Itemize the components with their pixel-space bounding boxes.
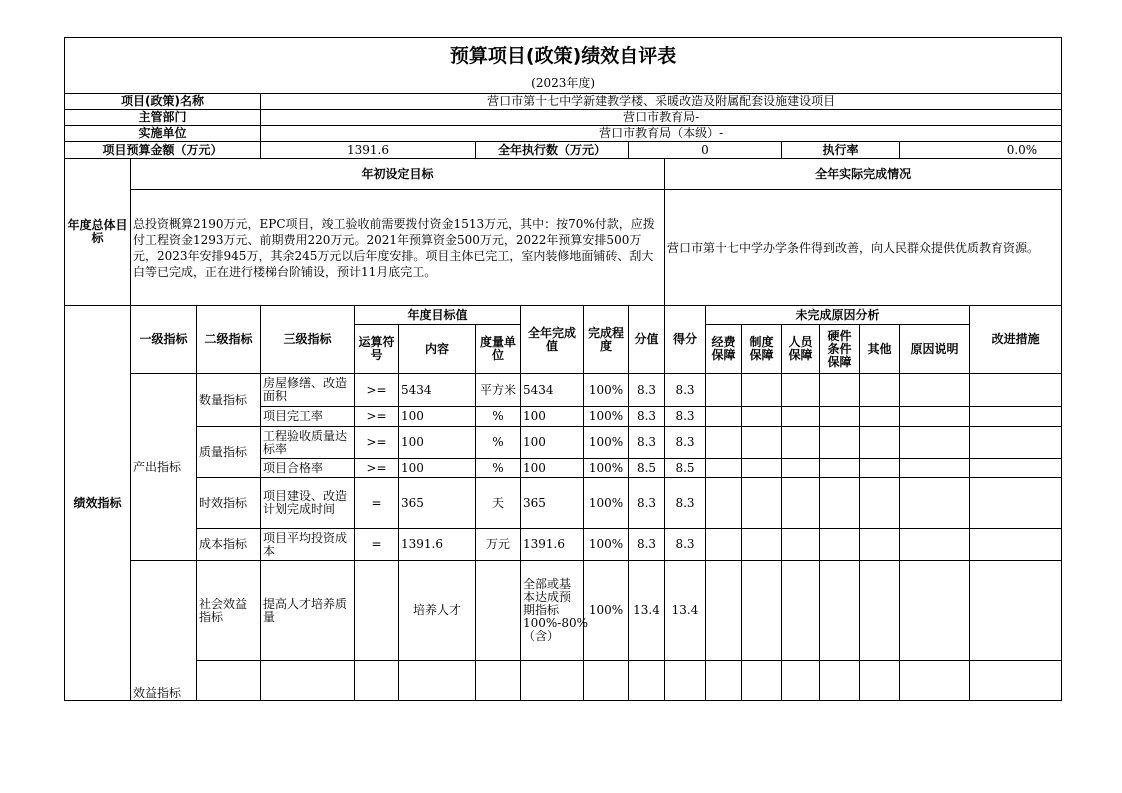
actual-cell: 1391.6 xyxy=(521,529,584,561)
op-cell: >= xyxy=(355,459,399,478)
l3-cell: 项目完工率 xyxy=(261,407,355,427)
hardware-header: 硬件条件保障 xyxy=(820,325,860,374)
actual-result-text: 营口市第十七中学办学条件得到改善，向人民群众提供优质教育资源。 xyxy=(665,190,1062,306)
score-cell: 8.3 xyxy=(665,478,706,529)
full-score-cell: 13.4 xyxy=(629,561,665,661)
output-indicator-label: 产出指标 xyxy=(131,374,197,561)
l3-cell: 项目平均投资成本 xyxy=(261,529,355,561)
l2-header: 二级指标 xyxy=(197,306,261,374)
full-score-cell: 8.3 xyxy=(629,374,665,407)
full-score-cell: 8.3 xyxy=(629,427,665,459)
evaluation-sheet xyxy=(64,37,1057,700)
degree-cell: 100% xyxy=(584,529,629,561)
table-row xyxy=(65,661,1062,701)
score-cell: 8.3 xyxy=(665,427,706,459)
other-header: 其他 xyxy=(860,325,900,374)
degree-cell: 100% xyxy=(584,374,629,407)
op-cell: = xyxy=(355,478,399,529)
actual-cell: 100 xyxy=(521,407,584,427)
actual-cell: 100 xyxy=(521,427,584,459)
degree-cell: 100% xyxy=(584,407,629,427)
initial-goal-header: 年初设定目标 xyxy=(131,159,665,190)
op-header: 运算符号 xyxy=(355,325,399,374)
cost-indicator-label: 成本指标 xyxy=(197,529,261,561)
score-cell: 8.3 xyxy=(665,407,706,427)
l3-cell: 房屋修缮、改造面积 xyxy=(261,374,355,407)
full-score-header: 分值 xyxy=(629,306,665,374)
unit-cell: 万元 xyxy=(476,529,521,561)
reason-analysis-header: 未完成原因分析 xyxy=(706,306,970,325)
annual-goal-label: 年度总体目标 xyxy=(65,159,131,306)
l3-header: 三级指标 xyxy=(261,306,355,374)
score-cell: 13.4 xyxy=(665,561,706,661)
unit-cell: % xyxy=(476,459,521,478)
l3-cell: 项目建设、改造计划完成时间 xyxy=(261,478,355,529)
unit-cell: % xyxy=(476,407,521,427)
actual-cell: 5434 xyxy=(521,374,584,407)
funding-header: 经费保障 xyxy=(706,325,742,374)
content-cell: 100 xyxy=(399,459,476,478)
evaluation-table xyxy=(64,37,1062,701)
initial-goal-text: 总投资概算2190万元，EPC项目，竣工验收前需要拨付资金1513万元，其中：按70%付款，应拨付工程资金1293万元、前期费用220万元。2021年预算资金500万元，2022年预算安排500万元，2023年安排945万，其余245万元以后年度安排。项目主体已完工，室内装修地面铺砖、刮大白等已完成，正在进行楼梯台阶铺设，预计11月底完工。 xyxy=(131,190,665,306)
op-cell: >= xyxy=(355,407,399,427)
reason-note-header: 原因说明 xyxy=(900,325,970,374)
full-score-cell: 8.5 xyxy=(629,459,665,478)
exec-value: 0 xyxy=(629,142,782,159)
unit-cell xyxy=(476,561,521,661)
l3-cell: 项目合格率 xyxy=(261,459,355,478)
actual-result-header: 全年实际完成情况 xyxy=(665,159,1062,190)
actual-cell: 365 xyxy=(521,478,584,529)
unit-label: 实施单位 xyxy=(65,126,261,142)
quality-indicator-label: 质量指标 xyxy=(197,427,261,478)
content-header: 内容 xyxy=(399,325,476,374)
op-cell xyxy=(355,561,399,661)
table-row xyxy=(65,561,1062,661)
actual-cell: 100 xyxy=(521,459,584,478)
annual-target-header: 年度目标值 xyxy=(355,306,521,325)
project-name-label: 项目(政策)名称 xyxy=(65,94,261,110)
table-row xyxy=(65,529,1062,561)
content-cell: 1391.6 xyxy=(399,529,476,561)
perf-indicator-label: 绩效指标 xyxy=(65,306,131,701)
op-cell: = xyxy=(355,529,399,561)
quantity-indicator-label: 数量指标 xyxy=(197,374,261,427)
degree-cell: 100% xyxy=(584,459,629,478)
table-row xyxy=(65,427,1062,459)
op-cell: >= xyxy=(355,374,399,407)
staff-header: 人员保障 xyxy=(782,325,820,374)
content-cell: 培养人才 xyxy=(399,561,476,661)
l3-cell: 提高人才培养质量 xyxy=(261,561,355,661)
content-cell: 100 xyxy=(399,407,476,427)
degree-cell: 100% xyxy=(584,561,629,661)
budget-value: 1391.6 xyxy=(261,142,476,159)
full-score-cell: 8.3 xyxy=(629,478,665,529)
unit-cell: 天 xyxy=(476,478,521,529)
degree-cell: 100% xyxy=(584,427,629,459)
unit-value: 营口市教育局（本级）- xyxy=(261,126,1062,142)
degree-cell: 100% xyxy=(584,478,629,529)
improve-header: 改进措施 xyxy=(970,306,1062,374)
budget-label: 项目预算金额（万元） xyxy=(65,142,261,159)
content-cell: 5434 xyxy=(399,374,476,407)
score-cell: 8.3 xyxy=(665,529,706,561)
full-score-cell: 8.3 xyxy=(629,407,665,427)
dept-value: 营口市教育局- xyxy=(261,110,1062,126)
unit-header: 度量单位 xyxy=(476,325,521,374)
score-header: 得分 xyxy=(665,306,706,374)
timeliness-indicator-label: 时效指标 xyxy=(197,478,261,529)
content-cell: 100 xyxy=(399,427,476,459)
system-header: 制度保障 xyxy=(742,325,782,374)
score-cell: 8.5 xyxy=(665,459,706,478)
table-row xyxy=(65,374,1062,407)
rate-value: 0.0% xyxy=(900,142,1062,159)
page-subtitle: (2023年度) xyxy=(65,74,1062,94)
l1-header: 一级指标 xyxy=(131,306,197,374)
content-cell: 365 xyxy=(399,478,476,529)
benefit-indicator-label: 效益指标 xyxy=(131,561,197,701)
actual-cell: 全部或基本达成预期指标100%-80%（含） xyxy=(521,561,584,661)
unit-cell: 平方米 xyxy=(476,374,521,407)
full-score-cell: 8.3 xyxy=(629,529,665,561)
dept-label: 主管部门 xyxy=(65,110,261,126)
page-title: 预算项目(政策)绩效自评表 xyxy=(65,38,1062,75)
rate-label: 执行率 xyxy=(782,142,900,159)
actual-header: 全年完成值 xyxy=(521,306,584,374)
exec-label: 全年执行数（万元） xyxy=(476,142,629,159)
op-cell: >= xyxy=(355,427,399,459)
unit-cell: % xyxy=(476,427,521,459)
score-cell: 8.3 xyxy=(665,374,706,407)
project-name-value: 营口市第十七中学新建教学楼、采暖改造及附属配套设施建设项目 xyxy=(261,94,1062,110)
table-row xyxy=(65,478,1062,529)
l3-cell: 工程验收质量达标率 xyxy=(261,427,355,459)
degree-header: 完成程度 xyxy=(584,306,629,374)
social-indicator-label: 社会效益指标 xyxy=(197,561,261,661)
